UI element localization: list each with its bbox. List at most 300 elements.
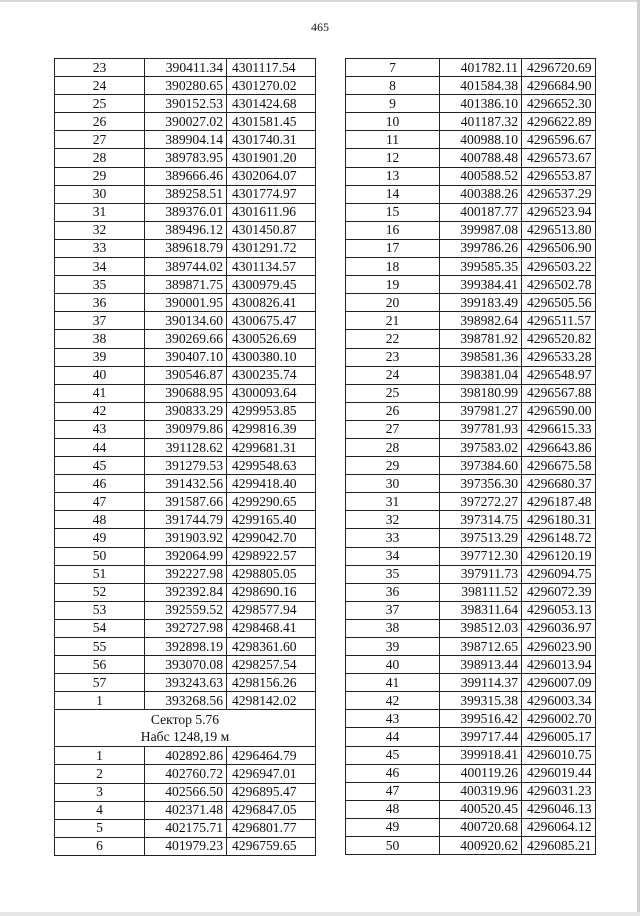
x-coordinate-cell: 398512.03: [440, 619, 522, 637]
x-coordinate-cell: 399183.49: [440, 294, 522, 312]
x-coordinate-cell: 390152.53: [145, 95, 227, 113]
y-coordinate-cell: 4296533.28: [522, 348, 596, 366]
y-coordinate-cell: 4296502.78: [522, 276, 596, 294]
y-coordinate-cell: 4300526.69: [227, 330, 316, 348]
point-number-cell: 20: [346, 294, 440, 312]
y-coordinate-cell: 4296023.90: [522, 638, 596, 656]
y-coordinate-cell: 4296002.70: [522, 710, 596, 728]
point-number-cell: 14: [346, 185, 440, 203]
point-number-cell: 30: [346, 475, 440, 493]
table-row: [55, 765, 316, 783]
table-row: [346, 638, 596, 656]
y-coordinate-cell: 4296187.48: [522, 493, 596, 511]
point-number-cell: 42: [55, 402, 145, 420]
y-coordinate-cell: 4301270.02: [227, 77, 316, 95]
y-coordinate-cell: 4296120.19: [522, 547, 596, 565]
table-row: [55, 511, 316, 529]
point-number-cell: 32: [346, 511, 440, 529]
point-number-cell: 4: [55, 801, 145, 819]
y-coordinate-cell: 4298577.94: [227, 601, 316, 619]
y-coordinate-cell: 4299418.40: [227, 475, 316, 493]
x-coordinate-cell: 397712.30: [440, 547, 522, 565]
table-row: [346, 185, 596, 203]
point-number-cell: 50: [346, 837, 440, 855]
point-number-cell: 26: [346, 402, 440, 420]
y-coordinate-cell: 4296013.94: [522, 656, 596, 674]
table-row: [346, 565, 596, 583]
x-coordinate-cell: 401979.23: [145, 837, 227, 855]
x-coordinate-cell: 400988.10: [440, 131, 522, 149]
y-coordinate-cell: 4298142.02: [227, 692, 316, 710]
y-coordinate-cell: 4296010.75: [522, 746, 596, 764]
x-coordinate-cell: 390688.95: [145, 384, 227, 402]
table-row: [346, 330, 596, 348]
x-coordinate-cell: 390134.60: [145, 312, 227, 330]
point-number-cell: 49: [346, 818, 440, 836]
x-coordinate-cell: 402566.50: [145, 783, 227, 801]
x-coordinate-cell: 400788.48: [440, 149, 522, 167]
table-row: [55, 149, 316, 167]
x-coordinate-cell: 397272.27: [440, 493, 522, 511]
y-coordinate-cell: 4298690.16: [227, 583, 316, 601]
table-row: [55, 167, 316, 185]
table-row: [55, 77, 316, 95]
x-coordinate-cell: 399918.41: [440, 746, 522, 764]
y-coordinate-cell: 4296503.22: [522, 258, 596, 276]
table-row: [346, 728, 596, 746]
point-number-cell: 40: [346, 656, 440, 674]
y-coordinate-cell: 4301134.57: [227, 258, 316, 276]
x-coordinate-cell: 398111.52: [440, 583, 522, 601]
point-number-cell: 7: [346, 59, 440, 77]
table-row: [346, 800, 596, 818]
y-coordinate-cell: 4301450.87: [227, 221, 316, 239]
y-coordinate-cell: 4300675.47: [227, 312, 316, 330]
point-number-cell: 6: [55, 837, 145, 855]
y-coordinate-cell: 4296072.39: [522, 583, 596, 601]
y-coordinate-cell: 4296064.12: [522, 818, 596, 836]
table-row: [55, 801, 316, 819]
table-row: [55, 547, 316, 565]
y-coordinate-cell: 4298805.05: [227, 565, 316, 583]
y-coordinate-cell: 4301291.72: [227, 239, 316, 257]
page-edge-bottom: [0, 912, 640, 916]
y-coordinate-cell: 4299548.63: [227, 457, 316, 475]
y-coordinate-cell: 4301740.31: [227, 131, 316, 149]
sector-title: Сектор 5.76: [150, 712, 220, 728]
x-coordinate-cell: 398180.99: [440, 384, 522, 402]
table-row: [346, 95, 596, 113]
point-number-cell: 35: [346, 565, 440, 583]
table-row: [346, 113, 596, 131]
table-row: [55, 692, 316, 710]
table-row: [346, 746, 596, 764]
x-coordinate-cell: 392559.52: [145, 601, 227, 619]
table-row: [346, 131, 596, 149]
table-row: [346, 294, 596, 312]
table-row: [346, 384, 596, 402]
table-row: [346, 167, 596, 185]
y-coordinate-cell: 4296180.31: [522, 511, 596, 529]
point-number-cell: 1: [55, 747, 145, 765]
y-coordinate-cell: 4296019.44: [522, 764, 596, 782]
x-coordinate-cell: 398913.44: [440, 656, 522, 674]
point-number-cell: 2: [55, 765, 145, 783]
y-coordinate-cell: 4296005.17: [522, 728, 596, 746]
y-coordinate-cell: 4296652.30: [522, 95, 596, 113]
sector-header-row: [55, 710, 316, 747]
table-row: [55, 221, 316, 239]
point-number-cell: 27: [55, 131, 145, 149]
y-coordinate-cell: 4296537.29: [522, 185, 596, 203]
point-number-cell: 1: [55, 692, 145, 710]
y-coordinate-cell: 4296553.87: [522, 167, 596, 185]
point-number-cell: 40: [55, 366, 145, 384]
table-row: [346, 529, 596, 547]
table-row: [55, 366, 316, 384]
y-coordinate-cell: 4296590.00: [522, 402, 596, 420]
y-coordinate-cell: 4296801.77: [227, 819, 316, 837]
table-row: [346, 583, 596, 601]
table-row: [55, 819, 316, 837]
point-number-cell: 45: [346, 746, 440, 764]
x-coordinate-cell: 400388.26: [440, 185, 522, 203]
point-number-cell: 11: [346, 131, 440, 149]
point-number-cell: 39: [346, 638, 440, 656]
x-coordinate-cell: 392898.19: [145, 638, 227, 656]
point-number-cell: 8: [346, 77, 440, 95]
y-coordinate-cell: 4296643.86: [522, 438, 596, 456]
y-coordinate-cell: 4298922.57: [227, 547, 316, 565]
table-row: [55, 258, 316, 276]
table-row: [346, 692, 596, 710]
x-coordinate-cell: 401584.38: [440, 77, 522, 95]
point-number-cell: 44: [346, 728, 440, 746]
x-coordinate-cell: 399114.37: [440, 674, 522, 692]
x-coordinate-cell: 400187.77: [440, 203, 522, 221]
point-number-cell: 45: [55, 457, 145, 475]
table-row: [346, 420, 596, 438]
x-coordinate-cell: 401782.11: [440, 59, 522, 77]
point-number-cell: 56: [55, 656, 145, 674]
y-coordinate-cell: 4299290.65: [227, 493, 316, 511]
x-coordinate-cell: 398781.92: [440, 330, 522, 348]
point-number-cell: 54: [55, 619, 145, 637]
y-coordinate-cell: 4296675.58: [522, 457, 596, 475]
point-number-cell: 41: [346, 674, 440, 692]
y-coordinate-cell: 4296464.79: [227, 747, 316, 765]
table-row: [346, 366, 596, 384]
point-number-cell: 22: [346, 330, 440, 348]
y-coordinate-cell: 4298361.60: [227, 638, 316, 656]
point-number-cell: 37: [346, 601, 440, 619]
x-coordinate-cell: 389783.95: [145, 149, 227, 167]
x-coordinate-cell: 393243.63: [145, 674, 227, 692]
y-coordinate-cell: 4301901.20: [227, 149, 316, 167]
table-row: [55, 747, 316, 765]
x-coordinate-cell: 397583.02: [440, 438, 522, 456]
point-number-cell: 55: [55, 638, 145, 656]
x-coordinate-cell: 390833.29: [145, 402, 227, 420]
table-row: [346, 149, 596, 167]
table-row: [55, 113, 316, 131]
table-row: [55, 529, 316, 547]
x-coordinate-cell: 393070.08: [145, 656, 227, 674]
table-row: [55, 493, 316, 511]
y-coordinate-cell: 4299816.39: [227, 420, 316, 438]
table-row: [55, 438, 316, 456]
point-number-cell: 23: [55, 59, 145, 77]
y-coordinate-cell: 4296036.97: [522, 619, 596, 637]
x-coordinate-cell: 391279.53: [145, 457, 227, 475]
table-row: [346, 601, 596, 619]
point-number-cell: 23: [346, 348, 440, 366]
table-row: [55, 276, 316, 294]
table-row: [55, 294, 316, 312]
table-row: [346, 276, 596, 294]
x-coordinate-cell: 389871.75: [145, 276, 227, 294]
table-row: [346, 402, 596, 420]
point-number-cell: 34: [346, 547, 440, 565]
y-coordinate-cell: 4296947.01: [227, 765, 316, 783]
x-coordinate-cell: 400520.45: [440, 800, 522, 818]
y-coordinate-cell: 4296847.05: [227, 801, 316, 819]
y-coordinate-cell: 4296053.13: [522, 601, 596, 619]
x-coordinate-cell: 401386.10: [440, 95, 522, 113]
point-number-cell: 36: [55, 294, 145, 312]
y-coordinate-cell: 4299042.70: [227, 529, 316, 547]
point-number-cell: 27: [346, 420, 440, 438]
x-coordinate-cell: 402892.86: [145, 747, 227, 765]
table-row: [55, 619, 316, 637]
point-number-cell: 30: [55, 185, 145, 203]
x-coordinate-cell: 402760.72: [145, 765, 227, 783]
point-number-cell: 47: [346, 782, 440, 800]
x-coordinate-cell: 397314.75: [440, 511, 522, 529]
point-number-cell: 24: [346, 366, 440, 384]
point-number-cell: 25: [55, 95, 145, 113]
x-coordinate-cell: 390269.66: [145, 330, 227, 348]
point-number-cell: 37: [55, 312, 145, 330]
point-number-cell: 39: [55, 348, 145, 366]
x-coordinate-cell: 389666.46: [145, 167, 227, 185]
y-coordinate-cell: 4296615.33: [522, 420, 596, 438]
table-row: [346, 203, 596, 221]
y-coordinate-cell: 4300380.10: [227, 348, 316, 366]
table-row: [346, 258, 596, 276]
y-coordinate-cell: 4296573.67: [522, 149, 596, 167]
table-row: [55, 131, 316, 149]
point-number-cell: 48: [55, 511, 145, 529]
y-coordinate-cell: 4298257.54: [227, 656, 316, 674]
point-number-cell: 3: [55, 783, 145, 801]
x-coordinate-cell: 399585.35: [440, 258, 522, 276]
x-coordinate-cell: 398712.65: [440, 638, 522, 656]
x-coordinate-cell: 397384.60: [440, 457, 522, 475]
point-number-cell: 29: [346, 457, 440, 475]
y-coordinate-cell: 4301424.68: [227, 95, 316, 113]
table-row: [55, 203, 316, 221]
point-number-cell: 29: [55, 167, 145, 185]
x-coordinate-cell: 399717.44: [440, 728, 522, 746]
table-row: [55, 674, 316, 692]
y-coordinate-cell: 4296523.94: [522, 203, 596, 221]
point-number-cell: 38: [346, 619, 440, 637]
point-number-cell: 18: [346, 258, 440, 276]
x-coordinate-cell: 399987.08: [440, 221, 522, 239]
x-coordinate-cell: 397981.27: [440, 402, 522, 420]
point-number-cell: 15: [346, 203, 440, 221]
y-coordinate-cell: 4296759.65: [227, 837, 316, 855]
x-coordinate-cell: 393268.56: [145, 692, 227, 710]
x-coordinate-cell: 397911.73: [440, 565, 522, 583]
y-coordinate-cell: 4296895.47: [227, 783, 316, 801]
table-row: [346, 710, 596, 728]
y-coordinate-cell: 4298156.26: [227, 674, 316, 692]
point-number-cell: 43: [55, 420, 145, 438]
table-row: [55, 348, 316, 366]
table-row: [346, 348, 596, 366]
y-coordinate-cell: 4299953.85: [227, 402, 316, 420]
point-number-cell: 34: [55, 258, 145, 276]
table-row: [346, 438, 596, 456]
y-coordinate-cell: 4296506.90: [522, 239, 596, 257]
y-coordinate-cell: 4301611.96: [227, 203, 316, 221]
x-coordinate-cell: 397513.29: [440, 529, 522, 547]
table-row: [55, 330, 316, 348]
page-edge-top: [0, 0, 640, 2]
y-coordinate-cell: 4296548.97: [522, 366, 596, 384]
x-coordinate-cell: 392227.98: [145, 565, 227, 583]
table-row: [346, 764, 596, 782]
point-number-cell: 33: [55, 239, 145, 257]
point-number-cell: 35: [55, 276, 145, 294]
x-coordinate-cell: 398381.04: [440, 366, 522, 384]
y-coordinate-cell: 4296567.88: [522, 384, 596, 402]
x-coordinate-cell: 399786.26: [440, 239, 522, 257]
point-number-cell: 32: [55, 221, 145, 239]
x-coordinate-cell: 392727.98: [145, 619, 227, 637]
table-row: [346, 837, 596, 855]
x-coordinate-cell: 398311.64: [440, 601, 522, 619]
x-coordinate-cell: 390546.87: [145, 366, 227, 384]
y-coordinate-cell: 4300979.45: [227, 276, 316, 294]
point-number-cell: 41: [55, 384, 145, 402]
x-coordinate-cell: 402371.48: [145, 801, 227, 819]
table-row: [346, 656, 596, 674]
x-coordinate-cell: 398581.36: [440, 348, 522, 366]
point-number-cell: 19: [346, 276, 440, 294]
x-coordinate-cell: 390001.95: [145, 294, 227, 312]
y-coordinate-cell: 4296511.57: [522, 312, 596, 330]
x-coordinate-cell: 389744.02: [145, 258, 227, 276]
point-number-cell: 44: [55, 438, 145, 456]
left-coordinates-table: [54, 58, 316, 856]
table-row: [346, 493, 596, 511]
table-row: [346, 475, 596, 493]
x-coordinate-cell: 399384.41: [440, 276, 522, 294]
x-coordinate-cell: 397781.93: [440, 420, 522, 438]
table-row: [55, 402, 316, 420]
x-coordinate-cell: 402175.71: [145, 819, 227, 837]
y-coordinate-cell: 4301117.54: [227, 59, 316, 77]
point-number-cell: 16: [346, 221, 440, 239]
y-coordinate-cell: 4296085.21: [522, 837, 596, 855]
y-coordinate-cell: 4296596.67: [522, 131, 596, 149]
point-number-cell: 47: [55, 493, 145, 511]
table-row: [346, 239, 596, 257]
table-row: [346, 547, 596, 565]
point-number-cell: 43: [346, 710, 440, 728]
table-row: [55, 638, 316, 656]
x-coordinate-cell: 398982.64: [440, 312, 522, 330]
x-coordinate-cell: 390027.02: [145, 113, 227, 131]
y-coordinate-cell: 4296520.82: [522, 330, 596, 348]
point-number-cell: 12: [346, 149, 440, 167]
table-row: [55, 95, 316, 113]
y-coordinate-cell: 4296007.09: [522, 674, 596, 692]
y-coordinate-cell: 4300826.41: [227, 294, 316, 312]
table-row: [346, 782, 596, 800]
table-row: [55, 601, 316, 619]
point-number-cell: 5: [55, 819, 145, 837]
point-number-cell: 49: [55, 529, 145, 547]
x-coordinate-cell: 399516.42: [440, 710, 522, 728]
x-coordinate-cell: 389258.51: [145, 185, 227, 203]
sector-length: Набс 1248,19 м: [140, 729, 230, 745]
x-coordinate-cell: 400588.52: [440, 167, 522, 185]
point-number-cell: 48: [346, 800, 440, 818]
table-row: [55, 475, 316, 493]
point-number-cell: 31: [346, 493, 440, 511]
table-row: [55, 312, 316, 330]
x-coordinate-cell: 401187.32: [440, 113, 522, 131]
table-row: [55, 656, 316, 674]
table-row: [55, 239, 316, 257]
y-coordinate-cell: 4296513.80: [522, 221, 596, 239]
x-coordinate-cell: 391128.62: [145, 438, 227, 456]
y-coordinate-cell: 4302064.07: [227, 167, 316, 185]
point-number-cell: 38: [55, 330, 145, 348]
point-number-cell: 28: [55, 149, 145, 167]
point-number-cell: 50: [55, 547, 145, 565]
x-coordinate-cell: 389904.14: [145, 131, 227, 149]
table-row: [55, 783, 316, 801]
table-row: [346, 674, 596, 692]
table-row: [346, 312, 596, 330]
table-row: [55, 185, 316, 203]
table-row: [55, 59, 316, 77]
x-coordinate-cell: 389376.01: [145, 203, 227, 221]
x-coordinate-cell: 400720.68: [440, 818, 522, 836]
y-coordinate-cell: 4296684.90: [522, 77, 596, 95]
point-number-cell: 46: [55, 475, 145, 493]
point-number-cell: 33: [346, 529, 440, 547]
table-row: [346, 818, 596, 836]
x-coordinate-cell: 390411.34: [145, 59, 227, 77]
point-number-cell: 57: [55, 674, 145, 692]
point-number-cell: 31: [55, 203, 145, 221]
y-coordinate-cell: 4301581.45: [227, 113, 316, 131]
point-number-cell: 36: [346, 583, 440, 601]
point-number-cell: 28: [346, 438, 440, 456]
point-number-cell: 53: [55, 601, 145, 619]
table-row: [55, 583, 316, 601]
point-number-cell: 25: [346, 384, 440, 402]
sector-header: [55, 710, 316, 747]
point-number-cell: 10: [346, 113, 440, 131]
table-row: [55, 457, 316, 475]
